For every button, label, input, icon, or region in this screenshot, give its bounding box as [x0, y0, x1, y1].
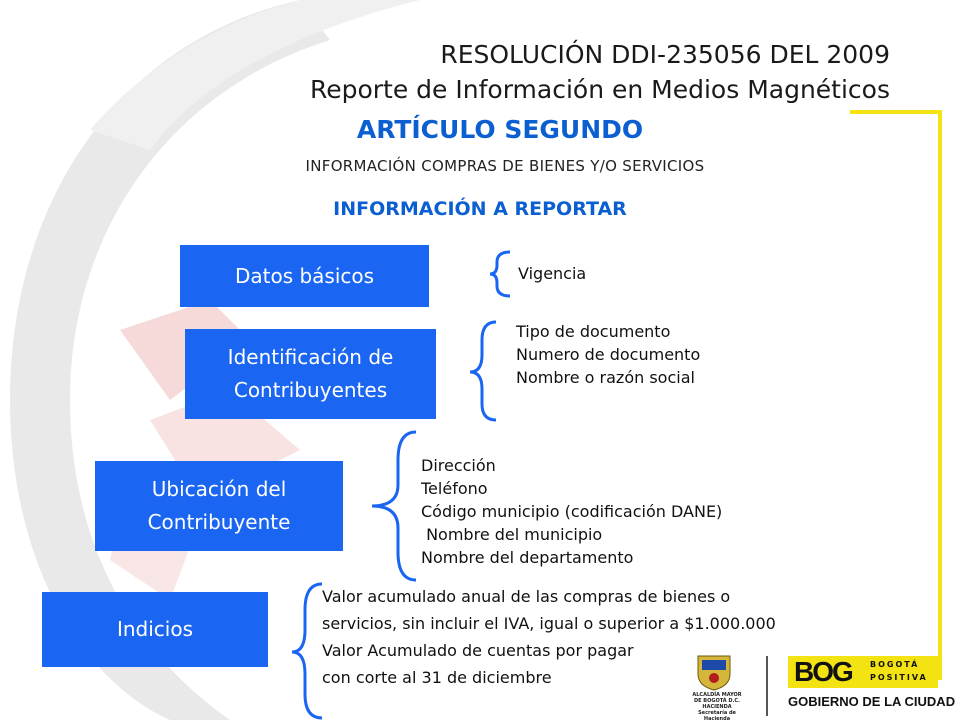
seal-caption-3: HACIENDA: [702, 704, 732, 710]
report-title: Reporte de Información en Medios Magnéticos: [309, 75, 890, 104]
identificacion-label-line2: Contribuyentes: [233, 378, 388, 402]
indicios-label: Indicios: [116, 617, 194, 641]
list-item: Valor acumulado anual de las compras de bienes o: [322, 587, 731, 606]
list-item: Nombre del municipio: [421, 525, 603, 544]
bogota-positiva-logo: [788, 656, 938, 688]
brace-datos: [490, 252, 510, 296]
logo-divider: [766, 656, 768, 716]
seal-caption: [688, 692, 746, 722]
logo-side-1: BOGOTÁ: [870, 660, 920, 669]
logo-bottom-text: GOBIERNO DE LA CIUDAD: [788, 694, 956, 709]
list-item: Valor Acumulado de cuentas por pagar: [322, 641, 634, 660]
logo-bog-text: BOG: [794, 656, 852, 687]
brace-indicios: [292, 584, 322, 718]
brace-identificacion: [470, 322, 496, 420]
list-item: servicios, sin incluir el IVA, igual o superior a $1.000.000: [322, 614, 776, 633]
indicios-box: [42, 592, 268, 667]
seal-caption-1: ALCALDÍA MAYOR: [692, 692, 742, 698]
identificacion-box: [185, 329, 436, 419]
seal-caption-2: DE BOGOTÁ D.C.: [694, 698, 740, 704]
bogota-seal-icon: [692, 652, 736, 692]
brace-ubicacion: [372, 432, 416, 580]
ubicacion-box: [95, 461, 343, 551]
identificacion-items: [516, 320, 700, 389]
section-heading: INFORMACIÓN A REPORTAR: [333, 198, 627, 220]
list-item: Vigencia: [518, 264, 587, 283]
article-heading: ARTÍCULO SEGUNDO: [356, 115, 644, 144]
ubicacion-label-line2: Contribuyente: [147, 510, 291, 534]
list-item: Teléfono: [421, 479, 488, 498]
datos-basicos-items: [518, 262, 586, 285]
ubicacion-items: [421, 454, 722, 569]
list-item: con corte al 31 de diciembre: [322, 668, 552, 687]
datos-basicos-box: [180, 245, 429, 307]
list-item: Código municipio (codificación DANE): [421, 502, 723, 521]
list-item: Nombre o razón social: [516, 368, 695, 387]
datos-basicos-label: Datos básicos: [234, 263, 375, 288]
seal-caption-4: Secretaría de Hacienda: [698, 710, 736, 722]
list-item: Tipo de documento: [516, 322, 671, 341]
ubicacion-label-line1: Ubicación del: [151, 477, 287, 501]
resolution-title: RESOLUCIÓN DDI-235056 DEL 2009: [440, 40, 890, 69]
subtitle: INFORMACIÓN COMPRAS DE BIENES Y/O SERVICIOS: [305, 157, 705, 175]
footer-logos: [688, 650, 956, 722]
list-item: Numero de documento: [516, 345, 701, 364]
identificacion-label-line1: Identificación de: [227, 345, 394, 369]
list-item: Dirección: [421, 456, 496, 475]
logo-side-2: POSITIVA: [870, 673, 928, 682]
list-item: Nombre del departamento: [421, 548, 634, 567]
